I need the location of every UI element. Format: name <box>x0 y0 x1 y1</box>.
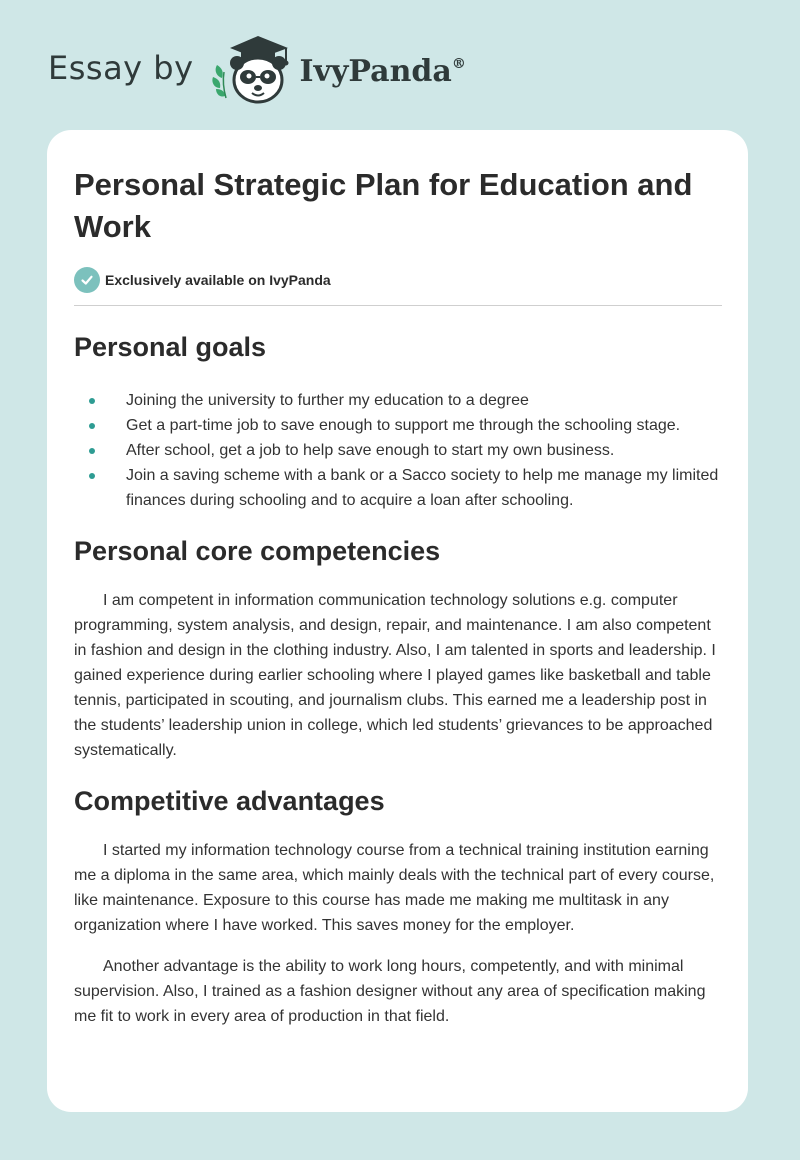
essay-by-label: Essay by <box>48 49 194 87</box>
divider <box>74 305 722 306</box>
brand-text: IvyPanda <box>299 53 452 89</box>
competitive-paragraph-2: Another advantage is the ability to work long hours, competently, and with minimal supervision. Also, I trained as a fashion designer without any area of specification making me fit to work in every area of production in that field. <box>74 958 706 1025</box>
article-card <box>47 130 748 1112</box>
ivypanda-logo-icon[interactable] <box>208 32 294 108</box>
exclusive-label: Exclusively available on IvyPanda <box>105 272 331 288</box>
registered-mark: ® <box>451 55 466 72</box>
page-title: Personal Strategic Plan for Education and Work <box>74 167 693 244</box>
list-item: Join a saving scheme with a bank or a Sacco society to help me manage my limited finances during schooling and to acquire a loan after schooling. <box>74 463 722 513</box>
check-icon <box>74 267 100 293</box>
competitive-paragraph-1: I started my information technology course from a technical training institution earning me a diploma in the same area, which mainly deals with the technical part of every course, like maintenance. Exposure to this course has made me making me multitask in any organization where I have worked. This saves money for the employer. <box>74 842 715 934</box>
goals-list <box>74 388 722 513</box>
core-competencies-paragraph: I am competent in information communication technology solutions e.g. computer programming, system analysis, and design, repair, and maintenance. I am also competent in fashion and design in the clothing industry. Also, I am talented in sports and leadership. I gained experience during earlier schooling where I played games like basketball and table tennis, participated in scouting, and journalism clubs. This earned me a leadership post in the students’ leadership union in college, which led students’ grievances to be approached systematically. <box>74 592 716 759</box>
list-item: Joining the university to further my education to a degree <box>74 388 722 413</box>
site-header <box>48 30 466 110</box>
heading-personal-goals: Personal goals <box>74 332 267 362</box>
list-item: Get a part-time job to save enough to support me through the schooling stage. <box>74 413 722 438</box>
heading-competitive-advantages: Competitive advantages <box>74 786 385 816</box>
list-item: After school, get a job to help save enough to start my own business. <box>74 438 722 463</box>
heading-core-competencies: Personal core competencies <box>74 536 441 566</box>
brand-name <box>300 54 466 89</box>
exclusive-badge <box>74 266 722 294</box>
